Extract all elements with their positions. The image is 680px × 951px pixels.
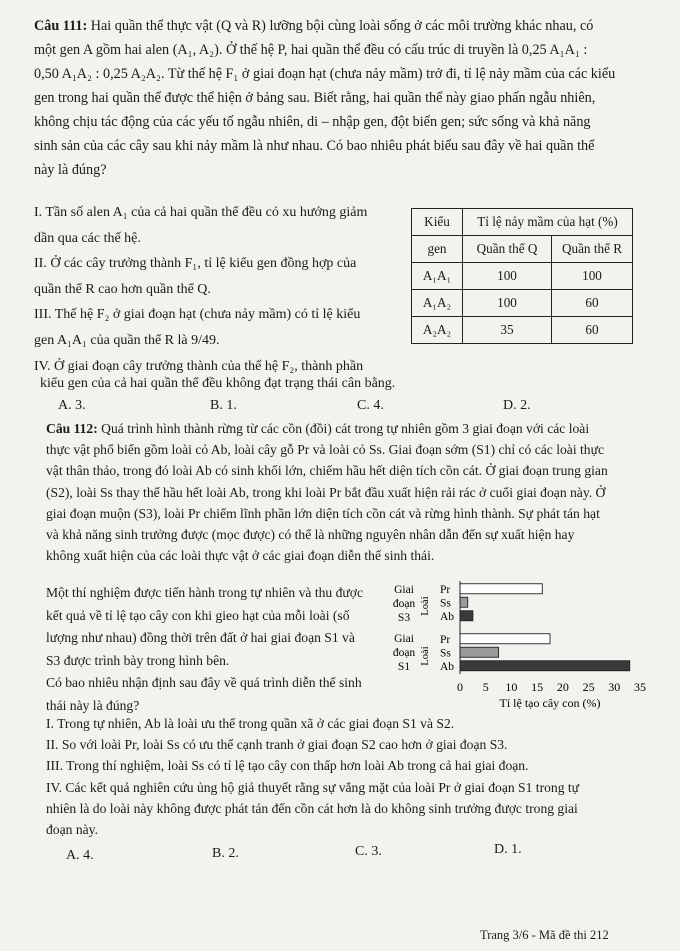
x-tick-label: 5 bbox=[482, 680, 489, 694]
germination-table bbox=[411, 208, 633, 344]
category-label-ab: Ab bbox=[440, 660, 455, 673]
category-label-ab: Ab bbox=[440, 610, 455, 623]
table-cell-genotype: A₁A₂ bbox=[412, 290, 463, 317]
group-label-s3-line: đoạn bbox=[392, 598, 416, 610]
table-row bbox=[412, 317, 633, 344]
category-label-ss: Ss bbox=[440, 647, 451, 660]
q112-stem-line: Quá trình hình thành rừng từ các cồn (đồi) cát trong tự nhiên gồm 3 giai đoạn với các loài bbox=[101, 421, 590, 436]
x-tick-label: 30 bbox=[608, 680, 621, 694]
q111-option-b: B. 1. bbox=[210, 398, 237, 413]
table-cell-q: 100 bbox=[463, 263, 552, 290]
group-label-s3-line: S3 bbox=[397, 612, 411, 624]
x-tick-label: 15 bbox=[531, 680, 544, 694]
x-tick-label: 10 bbox=[505, 680, 518, 694]
statement: gen A₁A₁ của quần thể R là 9/49. bbox=[34, 332, 220, 348]
experiment-line: Có bao nhiêu nhận định sau đây về quá trình diễn thế sinh bbox=[46, 675, 362, 690]
q112-statements bbox=[46, 713, 636, 840]
statement: kiểu gen của cả hai quần thể đều không đạt trạng thái cân bằng. bbox=[40, 376, 396, 391]
statement: IV. Ở giai đoạn cây trưởng thành của thế hệ F₂, thành phần bbox=[34, 358, 364, 374]
q111-option-c: C. 4. bbox=[357, 398, 384, 413]
table-header-q: Quần thể Q bbox=[463, 236, 552, 263]
statement: IV. Các kết quả nghiên cứu ủng hộ giả thuyết rằng sự vắng mặt của loài Pr ở giai đoạn S1 trong tự bbox=[46, 779, 580, 795]
table-cell-genotype: A₁A₁ bbox=[412, 263, 463, 290]
statement: II. So với loài Pr, loài Ss có ưu thế cạnh tranh ở giai đoạn S2 cao hơn ở giai đoạn S3. bbox=[46, 737, 508, 753]
page-footer: Trang 3/6 - Mã đề thi 212 bbox=[480, 928, 609, 942]
q111-stem-line: một gen A gồm hai alen (A₁, A₂). Ở thế hệ P, hai quần thể đều có cấu trúc di truyền là 0,25 A₁A₁ : bbox=[34, 42, 588, 58]
q111-statements bbox=[34, 200, 406, 379]
bar-pr bbox=[460, 634, 550, 644]
q111-stem-line: này là đúng? bbox=[34, 162, 107, 178]
experiment-line: kết quả về tỉ lệ tạo cây con khi gieo hạt của mỗi loài (số bbox=[46, 607, 350, 623]
q111-option-a: A. 3. bbox=[58, 398, 86, 413]
q112-option-c: C. 3. bbox=[355, 844, 382, 859]
q111-stem-line: gen trong hai quần thể được thể hiện ở bảng sau. Biết rằng, hai quần thể này giao phấn ngẫu nhiên, bbox=[34, 90, 596, 106]
category-label-pr: Pr bbox=[440, 583, 451, 596]
table-cell-r: 100 bbox=[552, 263, 633, 290]
category-label-pr: Pr bbox=[440, 633, 451, 646]
x-tick-label: 35 bbox=[634, 680, 646, 694]
q112-option-a: A. 4. bbox=[66, 848, 94, 863]
q111-label: Câu 111: bbox=[34, 18, 88, 34]
statement: quần thể R cao hơn quần thể Q. bbox=[34, 281, 211, 297]
q112-stem-line: (S2), loài Ss thay thế hầu hết loài Ab, trong khi loài Pr bắt đầu xuất hiện rải rác ở cuối giai đoạn này. Ở bbox=[46, 484, 606, 500]
group-label-s1-line: Giai bbox=[394, 633, 414, 645]
table-cell-genotype: A₂A₂ bbox=[412, 317, 463, 344]
q111-stem-line: sinh sản của các cây sau khi nảy mầm là như nhau. Có bao nhiêu phát biểu sau đây về hai quần thể bbox=[34, 138, 595, 154]
q112-experiment bbox=[46, 582, 391, 717]
experiment-line: lượng như nhau) đồng thời trên đất ở hai giai đoạn S1 và bbox=[46, 630, 355, 645]
table-header-kieu: Kiểu bbox=[412, 209, 463, 236]
group-label-s1-line: đoạn bbox=[392, 647, 416, 659]
q112-stem-line: vật thân thảo, trong đó loài Ab có sinh khối lớn, chiếm hầu hết diện tích cồn cát. Ở giai đoạn trung gian bbox=[46, 463, 608, 479]
statement: III. Thế hệ F₂ ở giai đoạn hạt (chưa nảy mầm) có tỉ lệ kiểu bbox=[34, 307, 361, 323]
group-labels bbox=[393, 584, 431, 673]
q112-stem-line: giai đoạn muộn (S3), loài Pr chiếm lĩnh phần lớn diện tích cồn cát và rừng hình thành. Sự phát tán hạt bbox=[46, 505, 600, 521]
table-cell-q: 35 bbox=[463, 317, 552, 344]
x-axis-label: Tỉ lệ tạo cây con (%) bbox=[499, 696, 601, 710]
table-row bbox=[412, 290, 633, 317]
statement: II. Ở các cây trưởng thành F₁, tỉ lệ kiểu gen đồng hợp của bbox=[34, 256, 357, 272]
q111-stem-line: không chịu tác động của các yếu tố ngẫu nhiên, di – nhập gen, đột biến gen; sức sống và khả năng bbox=[34, 114, 591, 130]
experiment-line: thái này là đúng? bbox=[46, 697, 140, 713]
statement: I. Trong tự nhiên, Ab là loài ưu thế trong quần xã ở các giai đoạn S1 và S2. bbox=[46, 716, 455, 731]
table-row bbox=[412, 263, 633, 290]
experiment-line: S3 được trình bày trong hình bên. bbox=[46, 652, 230, 668]
table-header-r: Quần thể R bbox=[552, 236, 633, 263]
bar-ss bbox=[460, 597, 468, 607]
table-cell-r: 60 bbox=[552, 317, 633, 344]
table-cell-r: 60 bbox=[552, 290, 633, 317]
q112-stem-line: không xuất hiện của các loài thực vật ở các giai đoạn diễn thế sinh thái. bbox=[46, 548, 435, 564]
q112-stem-line: và khả năng sinh trưởng được (mọc được) có thể là những nguyên nhân dẫn đến sự xuất hiện hay bbox=[46, 527, 575, 543]
species-axis-label: Loài bbox=[420, 596, 431, 616]
table-header-gen: gen bbox=[412, 236, 463, 263]
statement: nhiên là do loài này không được phát tán đến cồn cát hơn là do không sinh trưởng được trong giai bbox=[46, 800, 578, 816]
q112-option-d: D. 1. bbox=[494, 842, 522, 857]
statement: đoạn này. bbox=[46, 822, 98, 838]
group-label-s1-line: S1 bbox=[397, 661, 411, 673]
q111-stem-line: Hai quần thể thực vật (Q và R) lưỡng bội cùng loài sống ở các môi trường khác nhau, có bbox=[90, 18, 594, 34]
q111-stem bbox=[34, 14, 662, 182]
bar-pr bbox=[460, 584, 542, 594]
x-tick-label: 20 bbox=[556, 680, 569, 694]
q112-option-b: B. 2. bbox=[212, 846, 239, 861]
bar-ab bbox=[460, 611, 473, 621]
q112-label: Câu 112: bbox=[46, 421, 98, 436]
bar-ss bbox=[460, 647, 499, 657]
species-axis-label: Loài bbox=[420, 646, 431, 666]
group-label-s3-line: Giai bbox=[394, 584, 414, 596]
q112-stem bbox=[46, 418, 636, 566]
q112-stem-line: thực vật phổ biến gồm loài cỏ Ab, loài cây gỗ Pr và loài cỏ Ss. Giai đoạn sớm (S1) chỉ có các loài thực bbox=[46, 442, 604, 458]
q111-option-d: D. 2. bbox=[503, 398, 531, 413]
statement: III. Trong thí nghiệm, loài Ss có tỉ lệ tạo cây con thấp hơn loài Ab trong cả hai giai đoạn. bbox=[46, 758, 529, 774]
experiment-line: Một thí nghiệm được tiến hành trong tự nhiên và thu được bbox=[46, 585, 363, 600]
statement: I. Tần số alen A₁ của cả hai quần thể đều có xu hướng giảm bbox=[34, 205, 368, 220]
q111-stem-line: 0,50 A₁A₂ : 0,25 A₂A₂. Từ thế hệ F₁ ở giai đoạn hạt (chưa nảy mầm) trở đi, tỉ lệ nảy mầm của các kiểu bbox=[34, 66, 616, 82]
x-tick-label: 0 bbox=[457, 680, 463, 694]
table-header-rate: Tỉ lệ nảy mầm của hạt (%) bbox=[463, 209, 633, 236]
x-tick-label: 25 bbox=[582, 680, 595, 694]
seedling-rate-chart bbox=[384, 578, 644, 712]
table-cell-q: 100 bbox=[463, 290, 552, 317]
bar-ab bbox=[460, 661, 630, 671]
category-label-ss: Ss bbox=[440, 597, 451, 610]
statement: dần qua các thế hệ. bbox=[34, 230, 141, 246]
